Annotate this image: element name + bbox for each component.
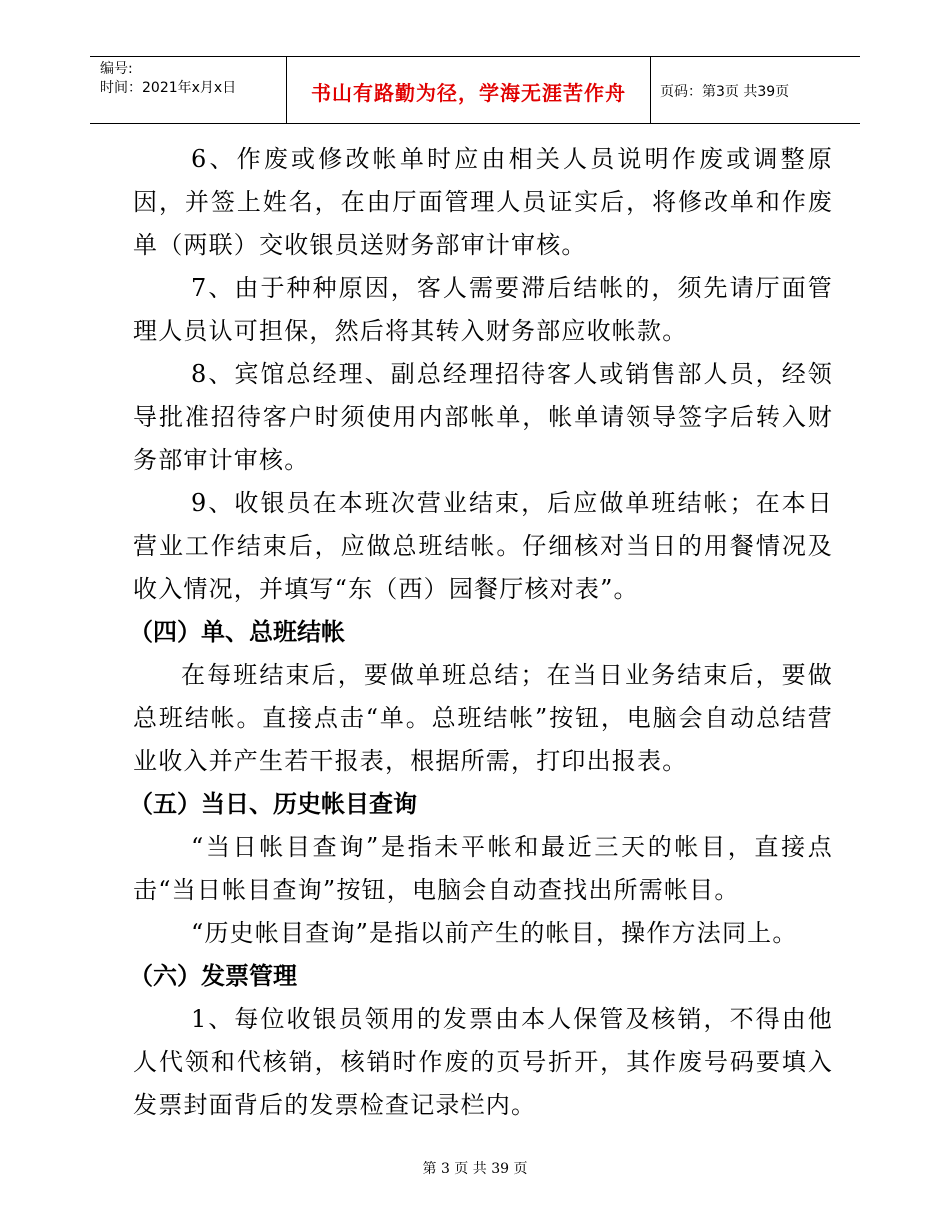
section-heading-4: （四）单、总班结帐 [129,618,345,646]
paragraph-9: 9、收银员在本班次营业结束，后应做单班结帐；在本日营业工作结束后，应做总班结帐。仔细核对当日的用餐情况及收入情况，并填写“东（西）园餐厅核对表”。 [133,489,833,603]
number-label: 编号: [100,61,133,77]
time-label: 时间：2021年x月x日 [100,80,237,96]
header-page-info: 页码：第3页 共39页 [660,84,790,100]
paragraph-7: 7、由于种种原因，客人需要滞后结帐的，须先请厅面管理人员认可担保，然后将其转入财务部应收帐款。 [133,274,833,345]
document-body [129,138,833,1127]
section-heading-5: （五）当日、历史帐目查询 [129,790,417,818]
header-divider [650,57,651,123]
page-footer: 第 3 页 共 39 页 [422,1161,528,1177]
paragraph-6a: 1、每位收银员领用的发票由本人保管及核销，不得由他人代领和代核销，核销时作废的页号折开，其作废号码要填入发票封面背后的发票检查记录栏内。 [133,1005,833,1119]
header-left [100,60,236,98]
page-header [90,56,860,124]
paragraph-5a: “当日帐目查询”是指未平帐和最近三天的帐目，直接点击“当日帐目查询”按钮，电脑会自动查找出所需帐目。 [133,833,833,904]
paragraph-5b: “历史帐目查询”是指以前产生的帐目，操作方法同上。 [191,919,798,947]
paragraph-4a: 在每班结束后，要做单班总结；在当日业务结束后，要做总班结帐。直接点击“单。总班结帐”按钮，电脑会自动总结营业收入并产生若干报表，根据所需，打印出报表。 [133,661,833,775]
paragraph-6: 6、作废或修改帐单时应由相关人员说明作废或调整原因，并签上姓名，在由厅面管理人员证实后，将修改单和作废单（两联）交收银员送财务部审计审核。 [133,145,833,259]
section-heading-6: （六）发票管理 [129,962,297,990]
header-motto: 书山有路勤为径，学海无涯苦作舟 [311,81,626,105]
paragraph-8: 8、宾馆总经理、副总经理招待客人或销售部人员，经领导批准招待客户时须使用内部帐单，帐单请领导签字后转入财务部审计审核。 [133,360,833,474]
